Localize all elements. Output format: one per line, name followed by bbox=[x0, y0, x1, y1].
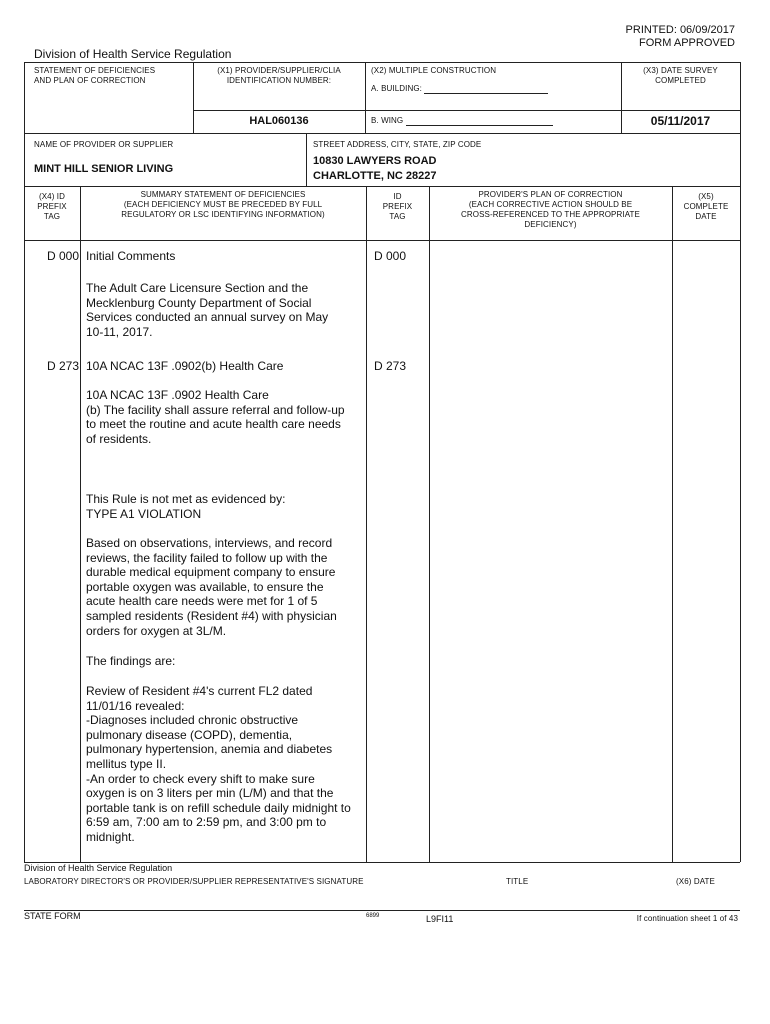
findings-label: The findings are: bbox=[86, 654, 176, 668]
printed-date: PRINTED: 06/09/2017 bbox=[625, 24, 735, 36]
agency-header: Division of Health Service Regulation bbox=[34, 47, 232, 61]
provider-id: HAL060136 bbox=[249, 115, 309, 127]
id-header: ID PREFIX TAG bbox=[382, 192, 413, 221]
address-line1: 10830 LAWYERS ROAD bbox=[313, 155, 437, 167]
form-number: 6899 bbox=[366, 913, 380, 919]
plan-header: PROVIDER'S PLAN OF CORRECTION (EACH CORRECTIVE ACTION SHOULD BE CROSS-REFERENCED TO THE APPROPRIATE DEFICIENCY) bbox=[461, 190, 640, 229]
signature-label: LABORATORY DIRECTOR'S OR PROVIDER/SUPPLIER REPRESENTATIVE'S SIGNATURE bbox=[24, 877, 364, 886]
statement-label: STATEMENT OF DEFICIENCIES AND PLAN OF CORRECTION bbox=[34, 66, 156, 85]
x4-header: (X4) ID PREFIX TAG bbox=[37, 192, 67, 221]
rule-heading: 10A NCAC 13F .0902(b) Health Care bbox=[86, 359, 284, 373]
form-status: FORM APPROVED bbox=[639, 37, 735, 49]
title-label: TITLE bbox=[506, 877, 529, 886]
provider-name: MINT HILL SENIOR LIVING bbox=[34, 163, 174, 175]
x5-header: (X5) COMPLETE DATE bbox=[683, 192, 729, 221]
footer-agency: Division of Health Service Regulation bbox=[24, 863, 173, 873]
event-id: L9FI11 bbox=[426, 914, 454, 924]
address-label: STREET ADDRESS, CITY, STATE, ZIP CODE bbox=[313, 140, 482, 149]
initial-comments-text: The Adult Care Licensure Section and the Mecklenburg County Department of Social Services conducted an annual survey on May 10-11, 2017. bbox=[86, 281, 329, 339]
findings-review: Review of Resident #4's current FL2 dated 11/01/16 revealed: -Diagnoses included chronic obstructive pulmonary disease (COPD), dementia, pulmonary hypertension, anemia and diabetes mellitus type II. -An order to check every shift to make sure oxygen is on 3 liters per min (L/M) and that the portable tank is on refill schedule daily midnight to 6:59 am, 7:00 am to 2:59 pm, and 3:00 pm to midnight. bbox=[86, 684, 351, 844]
address-line2: CHARLOTTE, NC 28227 bbox=[313, 170, 437, 182]
findings-summary: Based on observations, interviews, and record reviews, the facility failed to follow up with the durable medical equipment company to ensure portable oxygen was available, to ensure the acute health care needs were met for 1 of 5 sampled residents (Resident #4) with physician orders for oxygen at 3L/M. bbox=[86, 536, 337, 638]
x2-wing: B. WING bbox=[371, 115, 553, 126]
tag-d273: D 273 bbox=[46, 359, 79, 373]
survey-date: 05/11/2017 bbox=[650, 114, 711, 128]
x3-label: (X3) DATE SURVEY COMPLETED bbox=[643, 66, 718, 85]
summary-header: SUMMARY STATEMENT OF DEFICIENCIES (EACH DEFICIENCY MUST BE PRECEDED BY FULL REGULATORY OR LSC IDENTIFYING INFORMATION) bbox=[121, 190, 325, 219]
state-form-label: STATE FORM bbox=[24, 911, 81, 921]
x1-label: (X1) PROVIDER/SUPPLIER/CLIA IDENTIFICATION NUMBER: bbox=[217, 66, 341, 85]
provider-name-label: NAME OF PROVIDER OR SUPPLIER bbox=[34, 140, 174, 149]
initial-comments-heading: Initial Comments bbox=[86, 249, 176, 263]
tag-d000: D 000 bbox=[46, 249, 79, 263]
continuation-sheet: If continuation sheet 1 of 43 bbox=[636, 914, 738, 923]
rule-not-met: This Rule is not met as evidenced by: TYPE A1 VIOLATION bbox=[86, 492, 286, 521]
x2-label: (X2) MULTIPLE CONSTRUCTION bbox=[371, 66, 497, 75]
x6-date-label: (X6) DATE bbox=[676, 877, 715, 886]
tag-d000-right: D 000 bbox=[374, 249, 407, 263]
tag-d273-right: D 273 bbox=[374, 359, 407, 373]
rule-text: 10A NCAC 13F .0902 Health Care (b) The facility shall assure referral and follow-up to meet the routine and acute health care needs of residents. bbox=[86, 388, 345, 446]
x2-building: A. BUILDING: bbox=[371, 83, 548, 94]
